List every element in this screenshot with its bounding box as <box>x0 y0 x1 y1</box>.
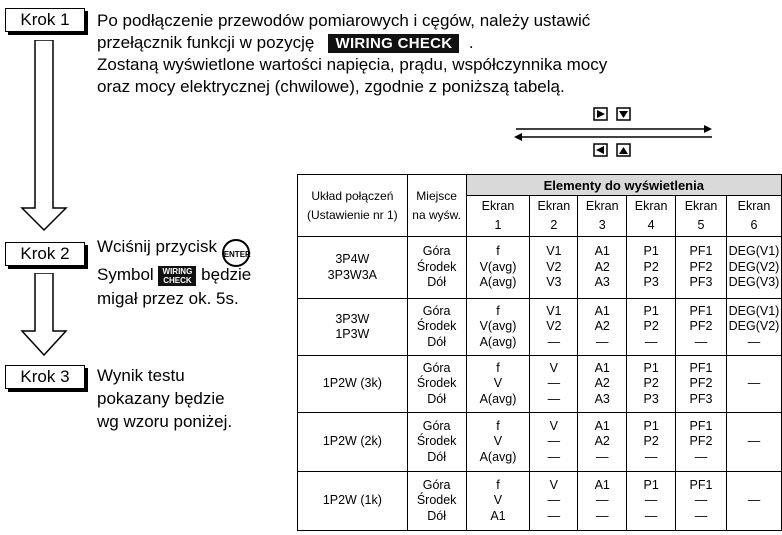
cell-ekran-2: V — — <box>530 356 578 413</box>
header-miejsce: Miejsce na wyśw. <box>407 175 466 237</box>
cell-ekran-2: V — — <box>530 413 578 472</box>
header-ekran-3: Ekran 3 <box>578 196 627 237</box>
cell-ekran-2: V1 V2 — <box>530 299 578 356</box>
cell-ekran-2: V — — <box>530 472 578 531</box>
cell-ekran-6: — <box>726 472 781 531</box>
table-row <box>298 413 782 472</box>
cell-uklad: 3P4W 3P3W3A <box>298 237 408 299</box>
cell-ekran-5: PF1 PF2 PF3 <box>676 356 727 413</box>
cell-miejsce: Góra Środek Dół <box>407 299 466 356</box>
table-row <box>298 237 782 299</box>
header-ekran-4: Ekran 4 <box>627 196 676 237</box>
step2-line2-pre: Symbol <box>97 265 154 284</box>
cell-uklad: 1P2W (2k) <box>298 413 408 472</box>
step1-line2 <box>97 32 474 53</box>
wiring-check-badge: WIRING CHECK <box>328 34 459 53</box>
header-ekran-6: Ekran 6 <box>726 196 781 237</box>
step-3-label: Krok 3 <box>20 367 70 386</box>
cell-uklad: 1P2W (1k) <box>298 472 408 531</box>
cell-uklad: 1P2W (3k) <box>298 356 408 413</box>
header-ekran-1: Ekran 1 <box>466 196 530 237</box>
cell-ekran-3: A1 A2 — <box>578 413 627 472</box>
cell-ekran-3: A1 A2 — <box>578 299 627 356</box>
step3-line1: Wynik testu <box>97 366 185 385</box>
cell-ekran-1: f V A(avg) <box>466 356 530 413</box>
step1-line2-pre: przełącznik funkcji w pozycję <box>97 33 315 52</box>
cell-ekran-4: P1 P2 P3 <box>627 237 676 299</box>
step3-line3: wg wzoru poniżej. <box>97 412 233 431</box>
cell-ekran-6: DEG(V1) DEG(V2) — <box>726 299 781 356</box>
cell-ekran-1: f V(avg) A(avg) <box>466 237 530 299</box>
cell-ekran-3: A1 A2 A3 <box>578 237 627 299</box>
cell-ekran-5: PF1 PF2 — <box>676 299 727 356</box>
cell-ekran-6: DEG(V1) DEG(V2) DEG(V3) <box>726 237 781 299</box>
cell-ekran-4: P1 P2 — <box>627 299 676 356</box>
cell-ekran-4: P1 — — <box>627 472 676 531</box>
step-3-box <box>5 365 85 389</box>
table-row <box>298 356 782 413</box>
step1-line2-post: . <box>468 33 474 52</box>
cell-miejsce: Góra Środek Dół <box>407 413 466 472</box>
cell-uklad: 3P3W 1P3W <box>298 299 408 356</box>
step2-line1 <box>97 236 250 267</box>
header-ekran-2: Ekran 2 <box>530 196 578 237</box>
cell-ekran-1: f V A1 <box>466 472 530 531</box>
cell-miejsce: Góra Środek Dół <box>407 356 466 413</box>
step1-line1: Po podłączenie przewodów pomiarowych i cęgów, należy ustawić <box>97 11 591 30</box>
cell-ekran-2: V1 V2 V3 <box>530 237 578 299</box>
step2-line3: migał przez ok. 5s. <box>97 289 239 308</box>
step1-line3: Zostaną wyświetlone wartości napięcia, prądu, współczynnika mocy <box>97 55 608 74</box>
step2-line2 <box>97 264 251 286</box>
step3-line2: pokazany będzie <box>97 389 225 408</box>
table-row <box>298 472 782 531</box>
enter-button-icon: ENTER <box>222 239 250 267</box>
cell-miejsce: Góra Środek Dół <box>407 472 466 531</box>
header-uklad: Układ połączeń (Ustawienie nr 1) <box>298 175 408 237</box>
table-row <box>298 299 782 356</box>
header-elementy: Elementy do wyświetlenia <box>466 175 781 196</box>
cell-ekran-1: f V(avg) A(avg) <box>466 299 530 356</box>
step-1-label: Krok 1 <box>20 10 70 29</box>
cell-ekran-5: PF1 PF2 — <box>676 413 727 472</box>
step-2-box <box>5 242 85 266</box>
cell-ekran-6: — <box>726 413 781 472</box>
cell-ekran-5: PF1 — — <box>676 472 727 531</box>
cell-ekran-5: PF1 PF2 PF3 <box>676 237 727 299</box>
cell-ekran-4: P1 P2 P3 <box>627 356 676 413</box>
display-elements-table <box>297 174 782 531</box>
cell-miejsce: Góra Środek Dół <box>407 237 466 299</box>
step-1-box <box>5 8 85 32</box>
step-2-label: Krok 2 <box>20 244 70 263</box>
step2-line2-post: będzie <box>201 265 252 284</box>
cell-ekran-1: f V A(avg) <box>466 413 530 472</box>
cell-ekran-3: A1 — — <box>578 472 627 531</box>
step2-line1-text: Wciśnij przycisk <box>97 237 217 256</box>
arrow-down-icon <box>20 273 68 357</box>
wiring-check-icon: WIRING CHECK <box>158 266 196 286</box>
cell-ekran-6: — <box>726 356 781 413</box>
arrow-down-icon <box>20 40 68 232</box>
header-ekran-5: Ekran 5 <box>676 196 727 237</box>
cell-ekran-4: P1 P2 — <box>627 413 676 472</box>
cell-ekran-3: A1 A2 A3 <box>578 356 627 413</box>
step1-line4: oraz mocy elektrycznej (chwilowe), zgodnie z poniższą tabelą. <box>97 77 565 96</box>
navigation-arrows-diagram <box>508 104 720 160</box>
